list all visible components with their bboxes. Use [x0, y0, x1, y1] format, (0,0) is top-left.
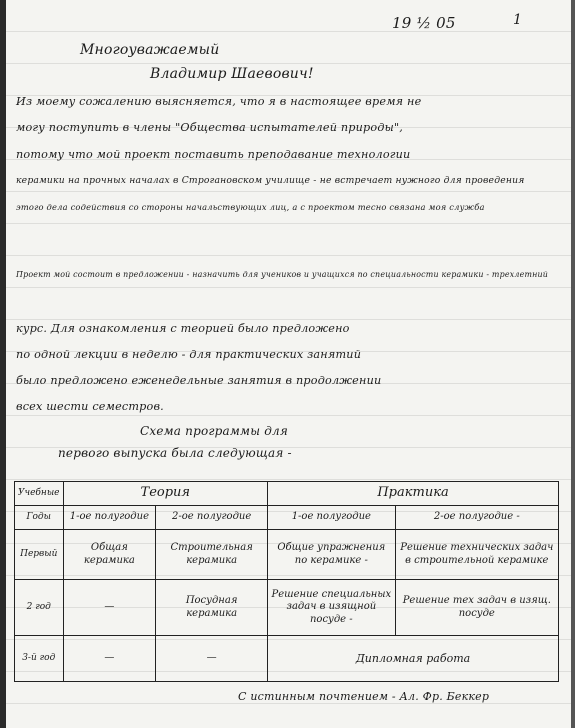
table-cell: — — [63, 636, 156, 682]
subheader-cell: 2-ое полугодие — [156, 506, 268, 530]
scan-left-edge — [0, 0, 6, 728]
table-cell: Общие упражнения по керамике - — [268, 530, 396, 580]
header-cell-years-2: Годы — [15, 506, 64, 530]
header-cell-practice: Практика — [268, 482, 559, 506]
table-cell: Строительная керамика — [156, 530, 268, 580]
body-line: этого дела содействия со стороны начальствующих лиц, а с проектом тесно связана моя служба — [16, 202, 485, 212]
table-row — [15, 530, 559, 580]
body-line: Из моему сожалению выясняется, что я в настоящее время не — [16, 95, 422, 108]
letter-date: 19 ½ 05 — [392, 14, 456, 32]
scheme-title-line-1: Схема программы для — [140, 424, 288, 438]
year-cell: 3-й год — [15, 636, 64, 682]
page-number: 1 — [513, 12, 523, 28]
body-line: потому что мой проект поставить преподавание технологии — [16, 148, 411, 161]
table-row — [15, 636, 559, 682]
table-cell: Решение специальных задач в изящной посуде - — [268, 580, 396, 636]
table-cell: — — [63, 580, 156, 636]
body-line: курс. Для ознакомления с теорией было предложено — [16, 322, 350, 335]
subheader-cell: 1-ое полугодие — [63, 506, 156, 530]
scan-right-edge — [571, 0, 575, 728]
table-cell: — — [156, 636, 268, 682]
year-cell: Первый — [15, 530, 64, 580]
greeting-line-2: Владимир Шаевович! — [150, 66, 314, 82]
table-cell: Общая керамика — [63, 530, 156, 580]
table-cell: Решение технических задач в строительной керамике — [395, 530, 558, 580]
body-line: могу поступить в члены "Общества испытателей природы", — [16, 121, 404, 134]
table-row — [15, 580, 559, 636]
table-cell: Решение тех задач в изящ. посуде — [395, 580, 558, 636]
table-cell: Посудная керамика — [156, 580, 268, 636]
header-cell-theory: Теория — [63, 482, 268, 506]
body-line: всех шести семестров. — [16, 400, 164, 413]
curriculum-table — [14, 481, 559, 682]
body-line: Проект мой состоит в предложении - назначить для учеников и учащихся по специальности керамики - трехлетний — [16, 270, 549, 279]
header-cell-years: Учебные — [15, 482, 64, 506]
year-cell: 2 год — [15, 580, 64, 636]
greeting-line-1: Многоуважаемый — [80, 42, 220, 58]
body-line: керамики на прочных началах в Строгановском училище - не встречает нужного для проведения — [16, 175, 525, 186]
body-line: по одной лекции в неделю - для практических занятий — [16, 348, 362, 361]
subheader-cell: 2-ое полугодие - — [395, 506, 558, 530]
table-cell-diploma: Дипломная работа — [268, 636, 559, 682]
scheme-title-line-2: первого выпуска была следующая - — [58, 446, 292, 460]
body-line: было предложено еженедельные занятия в продолжении — [16, 374, 382, 387]
signature: С истинным почтением - Ал. Фр. Беккер — [238, 690, 490, 703]
subheader-cell: 1-ое полугодие — [268, 506, 396, 530]
